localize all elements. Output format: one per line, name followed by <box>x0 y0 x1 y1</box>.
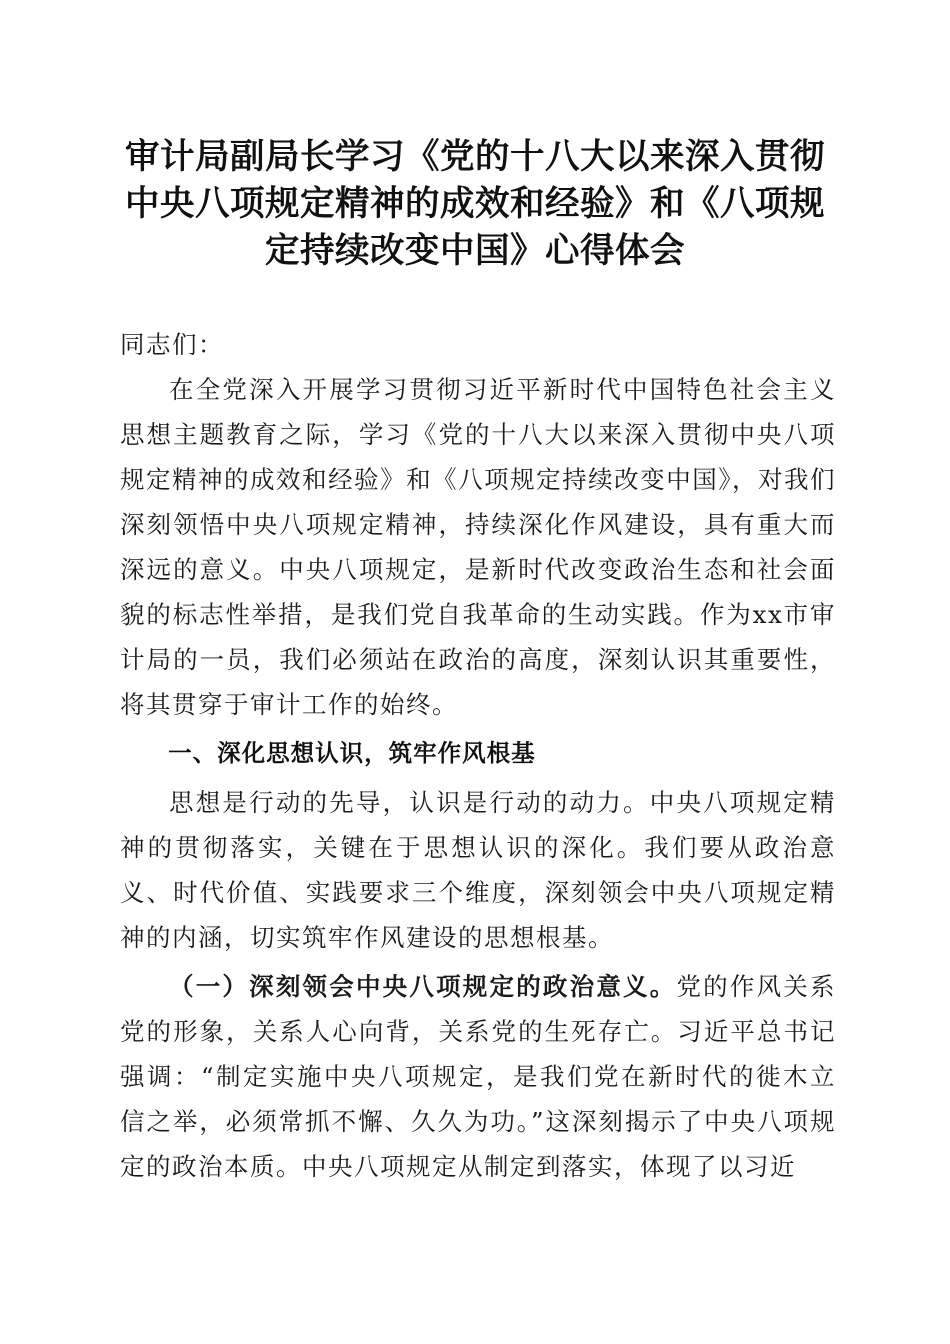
salutation: 同志们： <box>120 330 224 359</box>
subsection-heading-1: （一）深刻领会中央八项规定的政治意义。 <box>169 972 677 1001</box>
document-title: 审计局副局长学习《党的十八大以来深入贯彻中央八项规定精神的成效和经验》和《八项规定持续改变中国》心得体会 <box>125 137 825 271</box>
subsection-text-1: 党的作风关系党的形象，关系人心向背，关系党的生死存亡。习近平总书记强调：“制定实施中央八项规定，是我们党在新时代的徙木立信之举，必须常抓不懈、久久为功。”这深刻揭示了中央八项规定的政治本质。中央八项规定从制定到落实，体现了以习近 <box>120 972 837 1181</box>
section-heading-1: 一、深化思想认识，筑牢作风根基 <box>168 739 536 767</box>
section-paragraph-1: 思想是行动的先导，认识是行动的动力。中央八项规定精神的贯彻落实，关键在于思想认识的深化。我们要从政治意义、时代价值、实践要求三个维度，深刻领会中央八项规定精神的内涵，切实筑牢作风建设的思想根基。 <box>120 788 836 952</box>
intro-paragraph: 在全党深入开展学习贯彻习近平新时代中国特色社会主义思想主题教育之际，学习《党的十八大以来深入贯彻中央八项规定精神的成效和经验》和《八项规定持续改变中国》，对我们深刻领悟中央八项规定精神，持续深化作风建设，具有重大而深远的意义。中央八项规定，是新时代改变政治生态和社会面貌的标志性举措，是我们党自我革命的生动实践。作为xx市审计局的一员，我们必须站在政治的高度，深刻认识其重要性，将其贯穿于审计工作的始终。 <box>120 375 836 719</box>
document-body <box>120 322 836 1189</box>
subsection-paragraph-1 <box>120 964 836 1189</box>
